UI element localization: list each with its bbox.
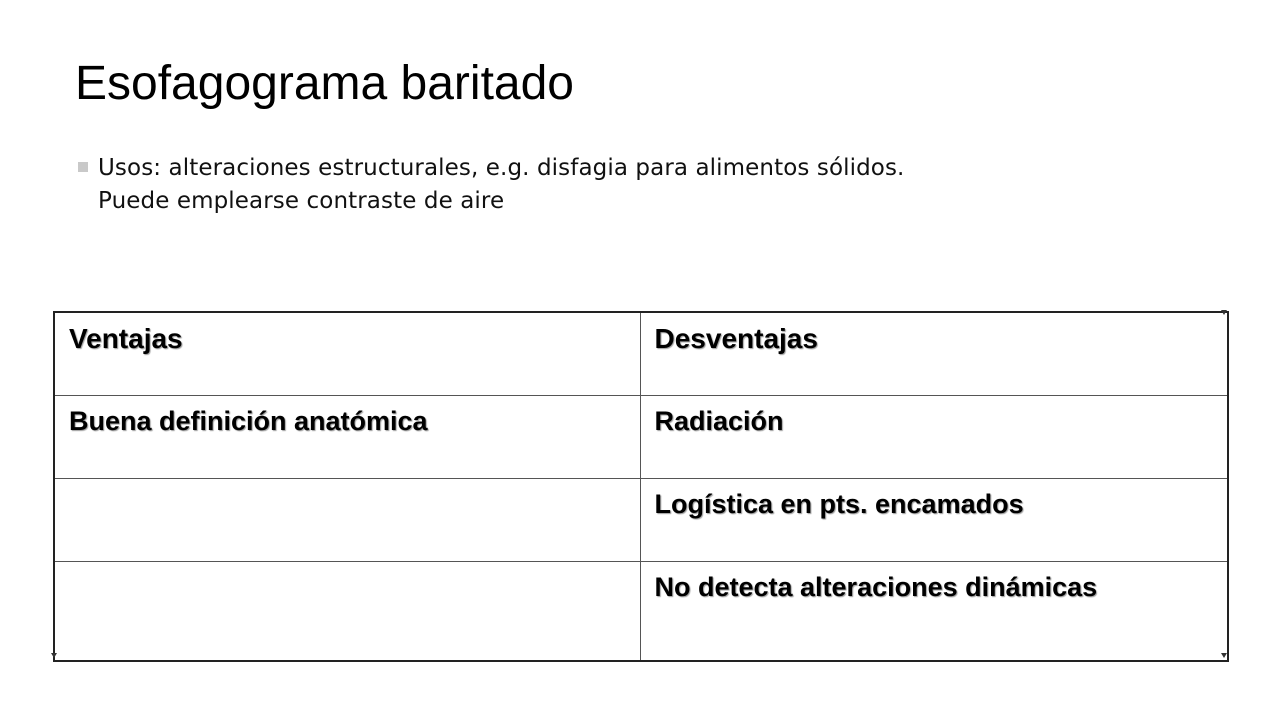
table-header-row xyxy=(54,312,1228,396)
square-bullet-icon xyxy=(78,162,88,172)
table-row xyxy=(54,396,1228,479)
slide-title: Esofagograma baritado xyxy=(75,57,574,110)
header-ventajas: Ventajas xyxy=(54,312,640,396)
bullet-item xyxy=(78,152,1258,218)
corner-tick-icon xyxy=(1221,653,1227,658)
table-row xyxy=(54,562,1228,662)
corner-tick-icon xyxy=(1221,310,1227,315)
table-cell-desventaja: No detecta alteraciones dinámicas xyxy=(640,562,1228,662)
table-cell-ventaja: Buena definición anatómica xyxy=(54,396,640,479)
corner-tick-icon xyxy=(51,653,57,658)
bullet-line-1: Usos: alteraciones estructurales, e.g. disfagia para alimentos sólidos. xyxy=(98,155,905,181)
bullet-text xyxy=(98,152,1258,218)
table-cell-ventaja xyxy=(54,479,640,562)
bullet-line-2: Puede emplearse contraste de aire xyxy=(98,188,505,214)
comparison-table xyxy=(53,311,1229,662)
table-row xyxy=(54,479,1228,562)
comparison-table-container xyxy=(53,311,1227,657)
header-desventajas: Desventajas xyxy=(640,312,1228,396)
table-cell-ventaja xyxy=(54,562,640,662)
table-cell-desventaja: Radiación xyxy=(640,396,1228,479)
table-cell-desventaja: Logística en pts. encamados xyxy=(640,479,1228,562)
